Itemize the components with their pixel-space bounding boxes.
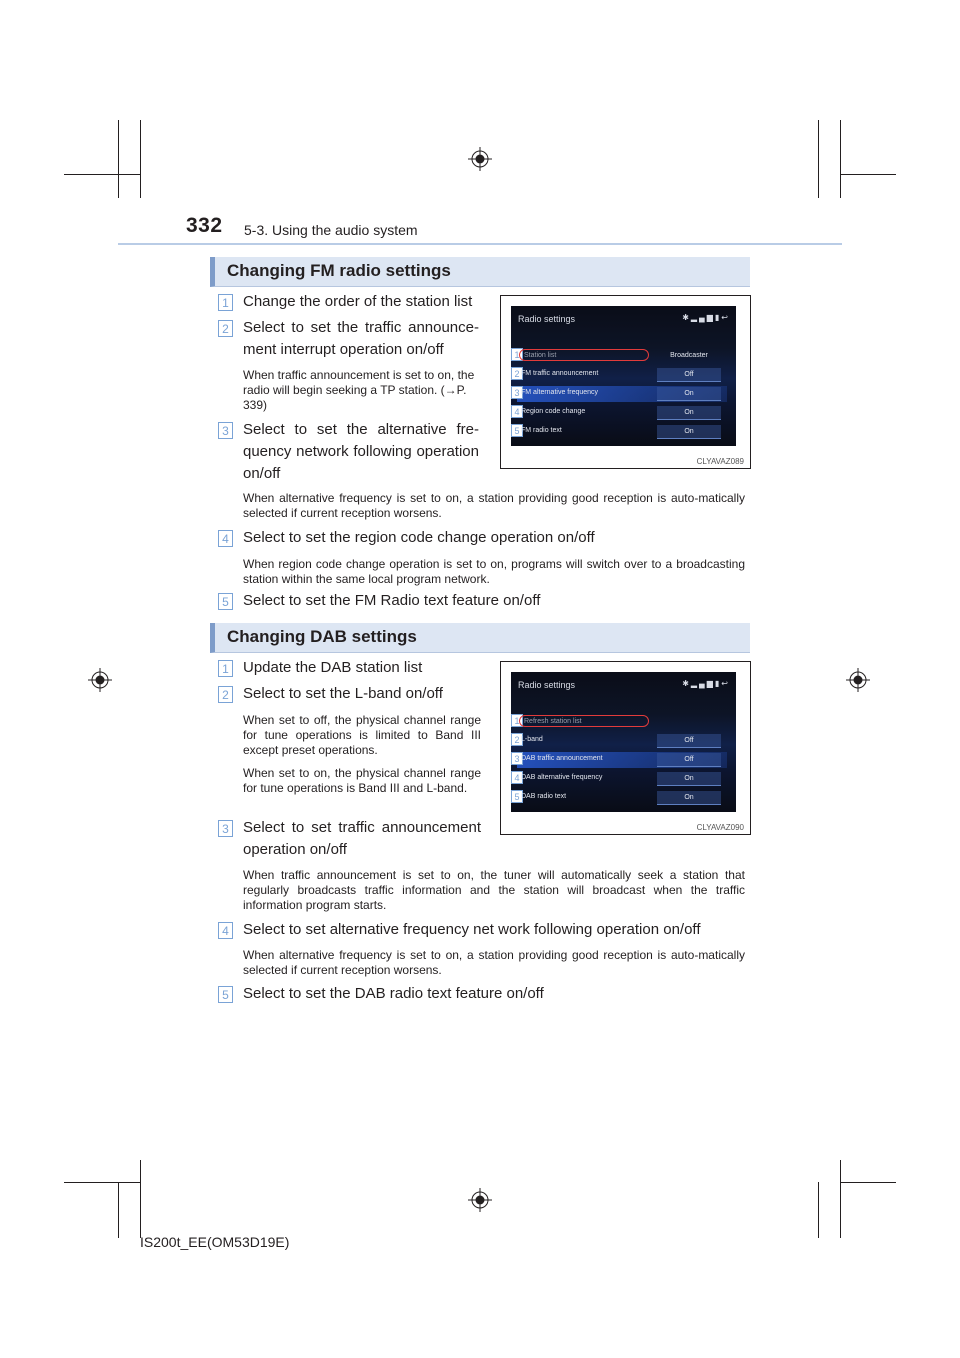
callout-number: 3 — [511, 752, 523, 765]
registration-mark-icon — [468, 1188, 492, 1212]
item-number: 1 — [218, 294, 233, 311]
section-heading-fm-text: Changing FM radio settings — [227, 261, 451, 280]
screen-row-label: DAB radio text — [521, 793, 567, 800]
item-number: 3 — [218, 422, 233, 439]
dab-item-5: Select to set the DAB radio text feature on/off — [243, 985, 544, 1002]
item-number: 4 — [218, 922, 233, 939]
fm-item-3-note: When alternative frequency is set to on, a station providing good reception is auto-matically selected if current reception worsens. — [243, 491, 745, 520]
dab-item-2-note-2: When set to on, the physical channel range for tune operations is Band III and L-band. — [243, 766, 481, 795]
callout-number: 5 — [511, 790, 523, 803]
fm-item-1: Change the order of the station list — [243, 293, 473, 310]
fm-item-3: Select to set the alternative fre-quency network following operation on/off — [243, 421, 479, 482]
screen-row-label: Station list — [519, 349, 649, 361]
fm-item-4-note: When region code change operation is set to on, programs will switch over to a broadcasting station within the same local program network. — [243, 557, 745, 586]
dab-item-4: Select to set alternative frequency net work following operation on/off — [243, 921, 701, 938]
screen-row-value: On — [657, 387, 721, 401]
crop-mark — [64, 174, 140, 175]
item-number: 5 — [218, 986, 233, 1003]
callout-number: 4 — [511, 771, 523, 784]
crop-mark — [140, 120, 141, 198]
dab-item-1: Update the DAB station list — [243, 659, 423, 676]
section-heading-fm — [210, 257, 750, 287]
callout-number: 4 — [511, 405, 523, 418]
screen-row-label: FM traffic announcement — [521, 370, 599, 377]
screen-row[interactable] — [514, 733, 727, 749]
screen-row-label: FM alternative frequency — [521, 389, 599, 396]
screen-title: Radio settings — [518, 680, 576, 690]
screen-row-value: On — [657, 425, 721, 439]
screen-row-value: On — [657, 772, 721, 786]
phone-icon: ▮ — [714, 313, 722, 322]
crop-mark — [140, 1160, 141, 1238]
status-icons — [682, 313, 730, 322]
status-icons — [682, 679, 730, 688]
screen-row-label: L-band — [521, 736, 543, 743]
dab-item-3: Select to set traffic announcement operation on/off — [243, 819, 481, 858]
section-title: 5-3. Using the audio system — [244, 222, 418, 238]
screen-row[interactable] — [514, 714, 727, 730]
callout-number: 2 — [511, 733, 523, 746]
crop-mark — [840, 1182, 896, 1183]
dab-item-3-note: When traffic announcement is set to on, the tuner will automatically seek a station that regularly broadcasts traffic information and the station will broadcast when the traffic information program starts. — [243, 868, 745, 912]
header-rule — [118, 243, 842, 245]
screen-row-value: Off — [657, 734, 721, 748]
screen-row-value: On — [657, 791, 721, 805]
screen-row-label: Refresh station list — [519, 715, 649, 727]
screen-row-value: Off — [657, 368, 721, 382]
crop-mark — [64, 1182, 140, 1183]
bluetooth-icon: ✱ — [682, 313, 691, 322]
bluetooth-icon: ✱ — [682, 679, 691, 688]
crop-mark — [840, 1160, 841, 1238]
item-number: 5 — [218, 593, 233, 610]
crop-mark — [818, 120, 819, 198]
screen-row-value: On — [657, 406, 721, 420]
crop-mark — [118, 1182, 119, 1238]
back-icon: ↩ — [721, 313, 730, 322]
crop-mark — [840, 174, 896, 175]
fm-radio-settings-screen — [511, 306, 736, 446]
screen-row-label: Region code change — [521, 408, 586, 415]
screen-row[interactable] — [514, 424, 727, 440]
section-heading-dab — [210, 623, 750, 653]
callout-number: 1 — [511, 714, 523, 727]
fm-item-2-note: When traffic announcement is set to on, the radio will begin seeking a TP station. (→P. 339) — [243, 368, 475, 412]
fm-item-4: Select to set the region code change operation on/off — [243, 529, 595, 546]
item-number: 1 — [218, 660, 233, 677]
screen-row[interactable] — [514, 771, 727, 787]
dab-item-2-note: When set to off, the physical channel range for tune operations is limited to Band III except preset operations. — [243, 713, 481, 757]
screen-row-value: Broadcaster — [670, 352, 708, 359]
callout-number: 1 — [511, 348, 523, 361]
page-number: 332 — [186, 214, 223, 237]
callout-number: 3 — [511, 386, 523, 399]
screen-row-label: FM radio text — [521, 427, 562, 434]
figure-caption: CLYAVAZ089 — [696, 457, 744, 466]
screen-row-label: DAB alternative frequency — [521, 774, 603, 781]
screen-title: Radio settings — [518, 314, 576, 324]
document-code: IS200t_EE(OM53D19E) — [140, 1234, 290, 1250]
dab-item-2: Select to set the L-band on/off — [243, 685, 443, 702]
item-number: 4 — [218, 530, 233, 547]
crop-mark — [840, 120, 841, 198]
screen-row[interactable] — [514, 405, 727, 421]
phone-icon: ▮ — [714, 679, 722, 688]
item-number: 2 — [218, 686, 233, 703]
back-icon: ↩ — [721, 679, 730, 688]
registration-mark-icon — [846, 668, 870, 692]
crop-mark — [818, 1182, 819, 1238]
signal-icon: ▂▄▆ — [690, 313, 715, 322]
dab-screen-figure — [500, 661, 751, 835]
screen-row-label: DAB traffic announcement — [521, 755, 603, 762]
section-heading-dab-text: Changing DAB settings — [227, 627, 417, 646]
screen-row-selected[interactable] — [514, 386, 727, 402]
dab-item-4-note: When alternative frequency is set to on, a station providing good reception is auto-matically selected if current reception worsens. — [243, 948, 745, 977]
screen-row[interactable] — [514, 790, 727, 806]
registration-mark-icon — [468, 147, 492, 171]
item-number: 2 — [218, 320, 233, 337]
registration-mark-icon — [88, 668, 112, 692]
item-number: 3 — [218, 820, 233, 837]
figure-caption: CLYAVAZ090 — [696, 823, 744, 832]
callout-number: 5 — [511, 424, 523, 437]
fm-screen-figure — [500, 295, 751, 469]
signal-icon: ▂▄▆ — [690, 679, 715, 688]
dab-radio-settings-screen — [511, 672, 736, 812]
callout-number: 2 — [511, 367, 523, 380]
fm-item-5: Select to set the FM Radio text feature on/off — [243, 592, 541, 609]
screen-row[interactable] — [514, 367, 727, 383]
screen-row-selected[interactable] — [514, 752, 727, 768]
fm-item-2: Select to set the traffic announce-ment interrupt operation on/off — [243, 319, 479, 358]
screen-row-value: Off — [657, 753, 721, 767]
screen-row[interactable] — [514, 348, 727, 364]
crop-mark — [118, 120, 119, 198]
